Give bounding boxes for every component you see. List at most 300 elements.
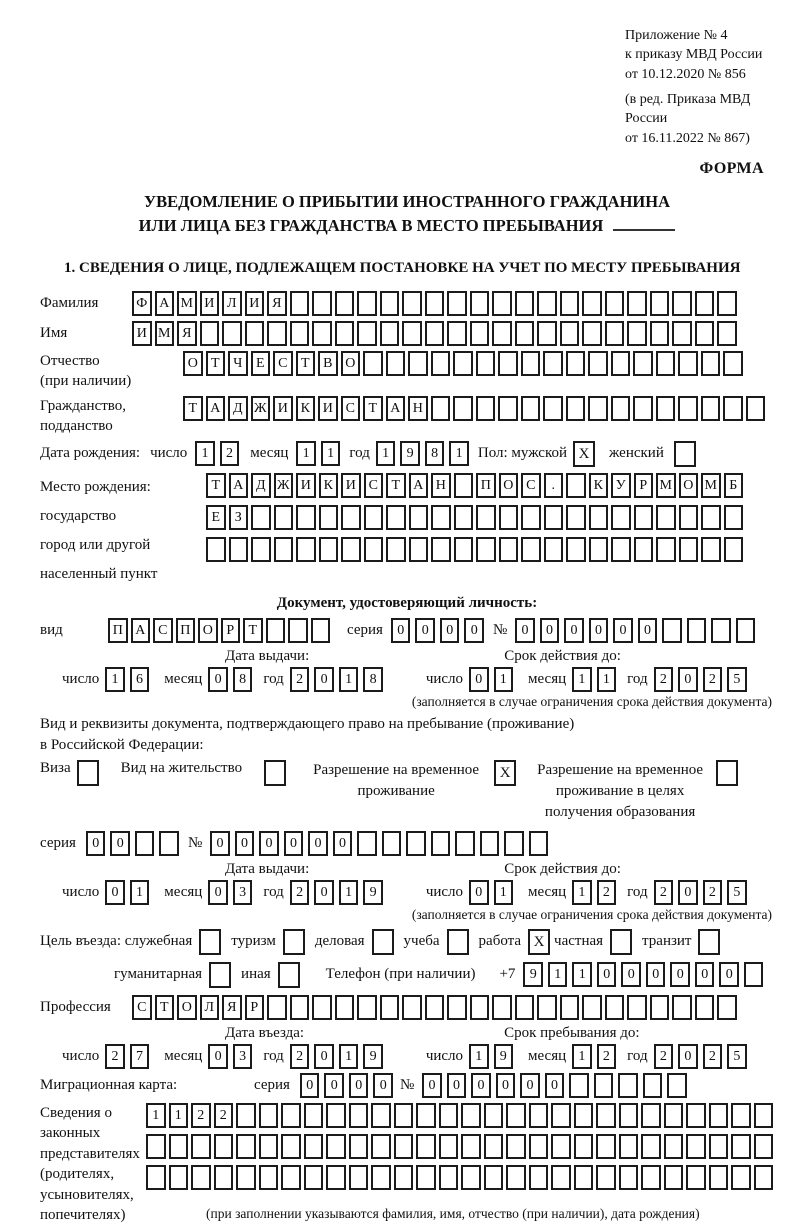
char-cell[interactable]: З bbox=[229, 505, 249, 530]
char-cell[interactable] bbox=[402, 321, 422, 346]
char-cell[interactable]: 0 bbox=[314, 880, 334, 905]
char-cell[interactable]: 0 bbox=[678, 880, 698, 905]
char-cell[interactable]: 0 bbox=[86, 831, 106, 856]
char-cell[interactable] bbox=[357, 291, 377, 316]
char-cell[interactable] bbox=[455, 831, 475, 856]
char-cell[interactable]: Т bbox=[386, 473, 406, 498]
char-cell[interactable] bbox=[551, 1103, 571, 1128]
char-cell[interactable]: 1 bbox=[597, 667, 617, 692]
char-cell[interactable] bbox=[296, 537, 316, 562]
char-cell[interactable] bbox=[582, 995, 602, 1020]
char-cell[interactable] bbox=[431, 505, 451, 530]
char-cell[interactable]: 8 bbox=[425, 441, 445, 466]
char-cell[interactable] bbox=[461, 1103, 481, 1128]
char-cell[interactable] bbox=[349, 1134, 369, 1159]
char-cell[interactable] bbox=[402, 995, 422, 1020]
char-cell[interactable]: Д bbox=[251, 473, 271, 498]
char-cell[interactable] bbox=[206, 537, 226, 562]
char-cell[interactable]: 0 bbox=[447, 1073, 467, 1098]
char-cell[interactable]: Л bbox=[200, 995, 220, 1020]
char-cell[interactable]: И bbox=[200, 291, 220, 316]
char-cell[interactable] bbox=[744, 962, 764, 987]
char-cell[interactable] bbox=[619, 1103, 639, 1128]
char-cell[interactable] bbox=[667, 1073, 687, 1098]
char-cell[interactable]: 0 bbox=[415, 618, 435, 643]
char-cell[interactable]: 0 bbox=[333, 831, 353, 856]
char-cell[interactable] bbox=[453, 351, 473, 376]
char-cell[interactable]: 6 bbox=[130, 667, 150, 692]
char-cell[interactable] bbox=[672, 321, 692, 346]
char-cell[interactable] bbox=[709, 1103, 729, 1128]
char-cell[interactable] bbox=[214, 1134, 234, 1159]
char-cell[interactable] bbox=[574, 1165, 594, 1190]
char-cell[interactable] bbox=[169, 1165, 189, 1190]
char-cell[interactable]: 0 bbox=[496, 1073, 516, 1098]
char-cell[interactable] bbox=[506, 1103, 526, 1128]
char-cell[interactable]: Е bbox=[206, 505, 226, 530]
char-cell[interactable]: 0 bbox=[259, 831, 279, 856]
char-cell[interactable]: С bbox=[273, 351, 293, 376]
char-cell[interactable]: Я bbox=[222, 995, 242, 1020]
char-cell[interactable] bbox=[521, 351, 541, 376]
char-cell[interactable] bbox=[611, 537, 631, 562]
char-cell[interactable]: 9 bbox=[400, 441, 420, 466]
char-cell[interactable] bbox=[281, 1103, 301, 1128]
char-cell[interactable] bbox=[529, 1103, 549, 1128]
char-cell[interactable] bbox=[431, 537, 451, 562]
char-cell[interactable]: 0 bbox=[515, 618, 535, 643]
char-cell[interactable] bbox=[633, 396, 653, 421]
char-cell[interactable] bbox=[746, 396, 766, 421]
char-cell[interactable] bbox=[409, 505, 429, 530]
char-cell[interactable] bbox=[425, 321, 445, 346]
char-cell[interactable]: И bbox=[245, 291, 265, 316]
char-cell[interactable]: 0 bbox=[621, 962, 641, 987]
char-cell[interactable] bbox=[634, 537, 654, 562]
char-cell[interactable]: Т bbox=[296, 351, 316, 376]
char-cell[interactable] bbox=[371, 1134, 391, 1159]
char-cell[interactable] bbox=[251, 505, 271, 530]
char-cell[interactable] bbox=[594, 1073, 614, 1098]
char-cell[interactable]: 1 bbox=[339, 880, 359, 905]
char-cell[interactable] bbox=[701, 351, 721, 376]
char-cell[interactable] bbox=[504, 831, 524, 856]
char-cell[interactable] bbox=[380, 995, 400, 1020]
char-cell[interactable] bbox=[701, 396, 721, 421]
char-cell[interactable] bbox=[724, 505, 744, 530]
char-cell[interactable] bbox=[447, 291, 467, 316]
char-cell[interactable]: 0 bbox=[471, 1073, 491, 1098]
char-cell[interactable]: Ч bbox=[228, 351, 248, 376]
char-cell[interactable]: 0 bbox=[308, 831, 328, 856]
char-cell[interactable] bbox=[701, 537, 721, 562]
char-cell[interactable] bbox=[537, 291, 557, 316]
char-cell[interactable]: Я bbox=[177, 321, 197, 346]
char-cell[interactable] bbox=[476, 537, 496, 562]
char-cell[interactable] bbox=[566, 505, 586, 530]
char-cell[interactable] bbox=[349, 1103, 369, 1128]
char-cell[interactable] bbox=[679, 505, 699, 530]
char-cell[interactable] bbox=[200, 321, 220, 346]
char-cell[interactable] bbox=[394, 1165, 414, 1190]
char-cell[interactable]: И bbox=[296, 473, 316, 498]
char-cell[interactable] bbox=[544, 505, 564, 530]
sex-male-checkbox[interactable]: X bbox=[573, 441, 595, 467]
char-cell[interactable]: М bbox=[155, 321, 175, 346]
char-cell[interactable] bbox=[695, 321, 715, 346]
char-cell[interactable] bbox=[266, 618, 286, 643]
char-cell[interactable]: 2 bbox=[654, 1044, 674, 1069]
char-cell[interactable] bbox=[454, 505, 474, 530]
char-cell[interactable] bbox=[222, 321, 242, 346]
char-cell[interactable]: 0 bbox=[208, 880, 228, 905]
char-cell[interactable] bbox=[754, 1134, 774, 1159]
char-cell[interactable] bbox=[672, 995, 692, 1020]
visa-checkbox[interactable] bbox=[77, 760, 99, 786]
char-cell[interactable] bbox=[499, 537, 519, 562]
char-cell[interactable] bbox=[736, 618, 756, 643]
char-cell[interactable] bbox=[312, 321, 332, 346]
char-cell[interactable] bbox=[582, 291, 602, 316]
char-cell[interactable]: 1 bbox=[130, 880, 150, 905]
char-cell[interactable]: 3 bbox=[233, 880, 253, 905]
char-cell[interactable]: 2 bbox=[703, 1044, 723, 1069]
char-cell[interactable] bbox=[259, 1134, 279, 1159]
char-cell[interactable]: 0 bbox=[391, 618, 411, 643]
char-cell[interactable] bbox=[537, 995, 557, 1020]
purpose-work-checkbox[interactable]: X bbox=[528, 929, 550, 955]
char-cell[interactable] bbox=[461, 1134, 481, 1159]
char-cell[interactable]: 0 bbox=[464, 618, 484, 643]
char-cell[interactable] bbox=[341, 505, 361, 530]
char-cell[interactable] bbox=[476, 396, 496, 421]
char-cell[interactable]: 2 bbox=[214, 1103, 234, 1128]
char-cell[interactable] bbox=[214, 1165, 234, 1190]
char-cell[interactable]: 1 bbox=[572, 1044, 592, 1069]
char-cell[interactable] bbox=[281, 1165, 301, 1190]
char-cell[interactable]: 2 bbox=[191, 1103, 211, 1128]
char-cell[interactable]: М bbox=[701, 473, 721, 498]
char-cell[interactable] bbox=[159, 831, 179, 856]
char-cell[interactable] bbox=[754, 1165, 774, 1190]
char-cell[interactable]: Ф bbox=[132, 291, 152, 316]
char-cell[interactable] bbox=[723, 396, 743, 421]
char-cell[interactable]: К bbox=[319, 473, 339, 498]
char-cell[interactable] bbox=[544, 537, 564, 562]
char-cell[interactable] bbox=[380, 291, 400, 316]
char-cell[interactable]: Р bbox=[634, 473, 654, 498]
char-cell[interactable] bbox=[717, 291, 737, 316]
char-cell[interactable]: Ж bbox=[251, 396, 271, 421]
char-cell[interactable] bbox=[656, 351, 676, 376]
char-cell[interactable] bbox=[678, 351, 698, 376]
char-cell[interactable] bbox=[711, 618, 731, 643]
char-cell[interactable] bbox=[484, 1134, 504, 1159]
char-cell[interactable] bbox=[470, 995, 490, 1020]
char-cell[interactable]: 8 bbox=[363, 667, 383, 692]
char-cell[interactable]: Т bbox=[183, 396, 203, 421]
char-cell[interactable] bbox=[484, 1165, 504, 1190]
char-cell[interactable] bbox=[236, 1165, 256, 1190]
char-cell[interactable] bbox=[566, 351, 586, 376]
char-cell[interactable] bbox=[296, 505, 316, 530]
char-cell[interactable] bbox=[627, 995, 647, 1020]
char-cell[interactable]: С bbox=[364, 473, 384, 498]
char-cell[interactable] bbox=[723, 351, 743, 376]
char-cell[interactable] bbox=[605, 291, 625, 316]
char-cell[interactable] bbox=[312, 291, 332, 316]
char-cell[interactable] bbox=[431, 396, 451, 421]
char-cell[interactable] bbox=[529, 1165, 549, 1190]
char-cell[interactable] bbox=[447, 321, 467, 346]
char-cell[interactable]: П bbox=[108, 618, 128, 643]
char-cell[interactable] bbox=[687, 618, 707, 643]
char-cell[interactable] bbox=[619, 1134, 639, 1159]
char-cell[interactable] bbox=[596, 1134, 616, 1159]
char-cell[interactable]: 0 bbox=[373, 1073, 393, 1098]
char-cell[interactable] bbox=[371, 1165, 391, 1190]
char-cell[interactable] bbox=[701, 505, 721, 530]
char-cell[interactable] bbox=[611, 505, 631, 530]
char-cell[interactable] bbox=[267, 995, 287, 1020]
purpose-other-checkbox[interactable] bbox=[278, 962, 300, 988]
char-cell[interactable]: 0 bbox=[564, 618, 584, 643]
char-cell[interactable]: 0 bbox=[324, 1073, 344, 1098]
char-cell[interactable]: 1 bbox=[105, 667, 125, 692]
char-cell[interactable] bbox=[470, 321, 490, 346]
char-cell[interactable] bbox=[709, 1165, 729, 1190]
char-cell[interactable]: 0 bbox=[235, 831, 255, 856]
char-cell[interactable]: А bbox=[229, 473, 249, 498]
char-cell[interactable] bbox=[618, 1073, 638, 1098]
char-cell[interactable] bbox=[560, 291, 580, 316]
char-cell[interactable]: 2 bbox=[597, 880, 617, 905]
char-cell[interactable]: 3 bbox=[233, 1044, 253, 1069]
char-cell[interactable] bbox=[431, 351, 451, 376]
char-cell[interactable] bbox=[357, 831, 377, 856]
char-cell[interactable]: О bbox=[177, 995, 197, 1020]
char-cell[interactable]: 0 bbox=[210, 831, 230, 856]
char-cell[interactable]: Т bbox=[155, 995, 175, 1020]
char-cell[interactable]: Я bbox=[267, 291, 287, 316]
char-cell[interactable] bbox=[146, 1165, 166, 1190]
temp-residence-checkbox[interactable]: X bbox=[494, 760, 516, 786]
char-cell[interactable] bbox=[664, 1134, 684, 1159]
char-cell[interactable] bbox=[484, 1103, 504, 1128]
char-cell[interactable] bbox=[506, 1134, 526, 1159]
char-cell[interactable] bbox=[425, 995, 445, 1020]
char-cell[interactable] bbox=[521, 505, 541, 530]
char-cell[interactable] bbox=[304, 1165, 324, 1190]
char-cell[interactable] bbox=[560, 321, 580, 346]
char-cell[interactable]: Д bbox=[228, 396, 248, 421]
char-cell[interactable] bbox=[754, 1103, 774, 1128]
char-cell[interactable]: 5 bbox=[727, 880, 747, 905]
char-cell[interactable] bbox=[566, 537, 586, 562]
char-cell[interactable] bbox=[425, 291, 445, 316]
char-cell[interactable] bbox=[664, 1103, 684, 1128]
char-cell[interactable] bbox=[611, 351, 631, 376]
char-cell[interactable]: 9 bbox=[494, 1044, 514, 1069]
char-cell[interactable]: С bbox=[153, 618, 173, 643]
char-cell[interactable] bbox=[641, 1165, 661, 1190]
char-cell[interactable]: 1 bbox=[339, 1044, 359, 1069]
char-cell[interactable] bbox=[135, 831, 155, 856]
char-cell[interactable] bbox=[311, 618, 331, 643]
char-cell[interactable]: 0 bbox=[540, 618, 560, 643]
char-cell[interactable] bbox=[290, 995, 310, 1020]
char-cell[interactable]: 9 bbox=[523, 962, 543, 987]
char-cell[interactable]: 0 bbox=[110, 831, 130, 856]
char-cell[interactable] bbox=[650, 995, 670, 1020]
char-cell[interactable]: 2 bbox=[703, 880, 723, 905]
char-cell[interactable]: Н bbox=[408, 396, 428, 421]
char-cell[interactable]: 0 bbox=[520, 1073, 540, 1098]
char-cell[interactable]: 0 bbox=[678, 667, 698, 692]
char-cell[interactable] bbox=[146, 1134, 166, 1159]
char-cell[interactable]: О bbox=[198, 618, 218, 643]
char-cell[interactable] bbox=[717, 995, 737, 1020]
char-cell[interactable]: 2 bbox=[654, 667, 674, 692]
char-cell[interactable]: 0 bbox=[440, 618, 460, 643]
char-cell[interactable]: 1 bbox=[469, 1044, 489, 1069]
char-cell[interactable] bbox=[588, 396, 608, 421]
char-cell[interactable]: 1 bbox=[449, 441, 469, 466]
char-cell[interactable] bbox=[386, 537, 406, 562]
char-cell[interactable]: О bbox=[183, 351, 203, 376]
char-cell[interactable] bbox=[596, 1103, 616, 1128]
char-cell[interactable] bbox=[191, 1134, 211, 1159]
char-cell[interactable] bbox=[439, 1103, 459, 1128]
char-cell[interactable] bbox=[498, 396, 518, 421]
char-cell[interactable] bbox=[380, 321, 400, 346]
char-cell[interactable] bbox=[537, 321, 557, 346]
char-cell[interactable]: 1 bbox=[548, 962, 568, 987]
char-cell[interactable] bbox=[521, 537, 541, 562]
char-cell[interactable]: 0 bbox=[422, 1073, 442, 1098]
char-cell[interactable]: 2 bbox=[703, 667, 723, 692]
char-cell[interactable] bbox=[499, 505, 519, 530]
char-cell[interactable] bbox=[229, 537, 249, 562]
char-cell[interactable] bbox=[686, 1103, 706, 1128]
char-cell[interactable] bbox=[288, 618, 308, 643]
char-cell[interactable]: 0 bbox=[613, 618, 633, 643]
char-cell[interactable]: С bbox=[132, 995, 152, 1020]
char-cell[interactable] bbox=[274, 537, 294, 562]
char-cell[interactable] bbox=[382, 831, 402, 856]
char-cell[interactable]: 1 bbox=[572, 667, 592, 692]
char-cell[interactable]: Л bbox=[222, 291, 242, 316]
char-cell[interactable]: О bbox=[679, 473, 699, 498]
char-cell[interactable] bbox=[492, 291, 512, 316]
char-cell[interactable] bbox=[290, 291, 310, 316]
char-cell[interactable] bbox=[476, 505, 496, 530]
char-cell[interactable] bbox=[371, 1103, 391, 1128]
char-cell[interactable]: С bbox=[521, 473, 541, 498]
char-cell[interactable] bbox=[656, 505, 676, 530]
char-cell[interactable] bbox=[341, 537, 361, 562]
char-cell[interactable] bbox=[588, 351, 608, 376]
char-cell[interactable] bbox=[515, 291, 535, 316]
char-cell[interactable]: 0 bbox=[284, 831, 304, 856]
char-cell[interactable] bbox=[543, 396, 563, 421]
char-cell[interactable]: Т bbox=[206, 351, 226, 376]
purpose-humanitarian-checkbox[interactable] bbox=[209, 962, 231, 988]
char-cell[interactable] bbox=[611, 396, 631, 421]
char-cell[interactable] bbox=[686, 1134, 706, 1159]
char-cell[interactable]: 2 bbox=[105, 1044, 125, 1069]
char-cell[interactable] bbox=[672, 291, 692, 316]
char-cell[interactable] bbox=[529, 831, 549, 856]
char-cell[interactable] bbox=[574, 1103, 594, 1128]
char-cell[interactable] bbox=[304, 1103, 324, 1128]
char-cell[interactable] bbox=[364, 537, 384, 562]
char-cell[interactable]: М bbox=[656, 473, 676, 498]
char-cell[interactable] bbox=[731, 1165, 751, 1190]
char-cell[interactable] bbox=[605, 995, 625, 1020]
char-cell[interactable] bbox=[664, 1165, 684, 1190]
char-cell[interactable]: А bbox=[155, 291, 175, 316]
char-cell[interactable] bbox=[312, 995, 332, 1020]
char-cell[interactable] bbox=[394, 1103, 414, 1128]
char-cell[interactable]: Ж bbox=[274, 473, 294, 498]
char-cell[interactable] bbox=[259, 1165, 279, 1190]
char-cell[interactable] bbox=[731, 1103, 751, 1128]
char-cell[interactable]: К bbox=[296, 396, 316, 421]
char-cell[interactable]: 0 bbox=[208, 667, 228, 692]
char-cell[interactable] bbox=[551, 1134, 571, 1159]
char-cell[interactable]: 0 bbox=[695, 962, 715, 987]
sex-female-checkbox[interactable] bbox=[674, 441, 696, 467]
char-cell[interactable]: 1 bbox=[572, 962, 592, 987]
char-cell[interactable]: 0 bbox=[314, 667, 334, 692]
char-cell[interactable] bbox=[439, 1134, 459, 1159]
char-cell[interactable]: 2 bbox=[290, 1044, 310, 1069]
char-cell[interactable]: 2 bbox=[290, 667, 310, 692]
char-cell[interactable] bbox=[731, 1134, 751, 1159]
char-cell[interactable] bbox=[319, 505, 339, 530]
char-cell[interactable] bbox=[678, 396, 698, 421]
char-cell[interactable] bbox=[650, 291, 670, 316]
char-cell[interactable] bbox=[596, 1165, 616, 1190]
char-cell[interactable]: Р bbox=[221, 618, 241, 643]
char-cell[interactable]: И bbox=[318, 396, 338, 421]
char-cell[interactable] bbox=[236, 1103, 256, 1128]
char-cell[interactable]: 5 bbox=[727, 1044, 747, 1069]
purpose-study-checkbox[interactable] bbox=[447, 929, 469, 955]
char-cell[interactable]: М bbox=[177, 291, 197, 316]
char-cell[interactable] bbox=[326, 1165, 346, 1190]
char-cell[interactable] bbox=[357, 995, 377, 1020]
edu-residence-checkbox[interactable] bbox=[716, 760, 738, 786]
char-cell[interactable]: 0 bbox=[300, 1073, 320, 1098]
char-cell[interactable]: 0 bbox=[469, 667, 489, 692]
char-cell[interactable]: В bbox=[318, 351, 338, 376]
char-cell[interactable] bbox=[492, 321, 512, 346]
char-cell[interactable] bbox=[402, 291, 422, 316]
char-cell[interactable] bbox=[447, 995, 467, 1020]
char-cell[interactable]: 0 bbox=[597, 962, 617, 987]
char-cell[interactable] bbox=[695, 995, 715, 1020]
char-cell[interactable] bbox=[335, 291, 355, 316]
char-cell[interactable]: 0 bbox=[638, 618, 658, 643]
char-cell[interactable]: 0 bbox=[105, 880, 125, 905]
char-cell[interactable]: 9 bbox=[363, 880, 383, 905]
char-cell[interactable] bbox=[686, 1165, 706, 1190]
char-cell[interactable] bbox=[476, 351, 496, 376]
char-cell[interactable] bbox=[641, 1103, 661, 1128]
char-cell[interactable] bbox=[589, 505, 609, 530]
